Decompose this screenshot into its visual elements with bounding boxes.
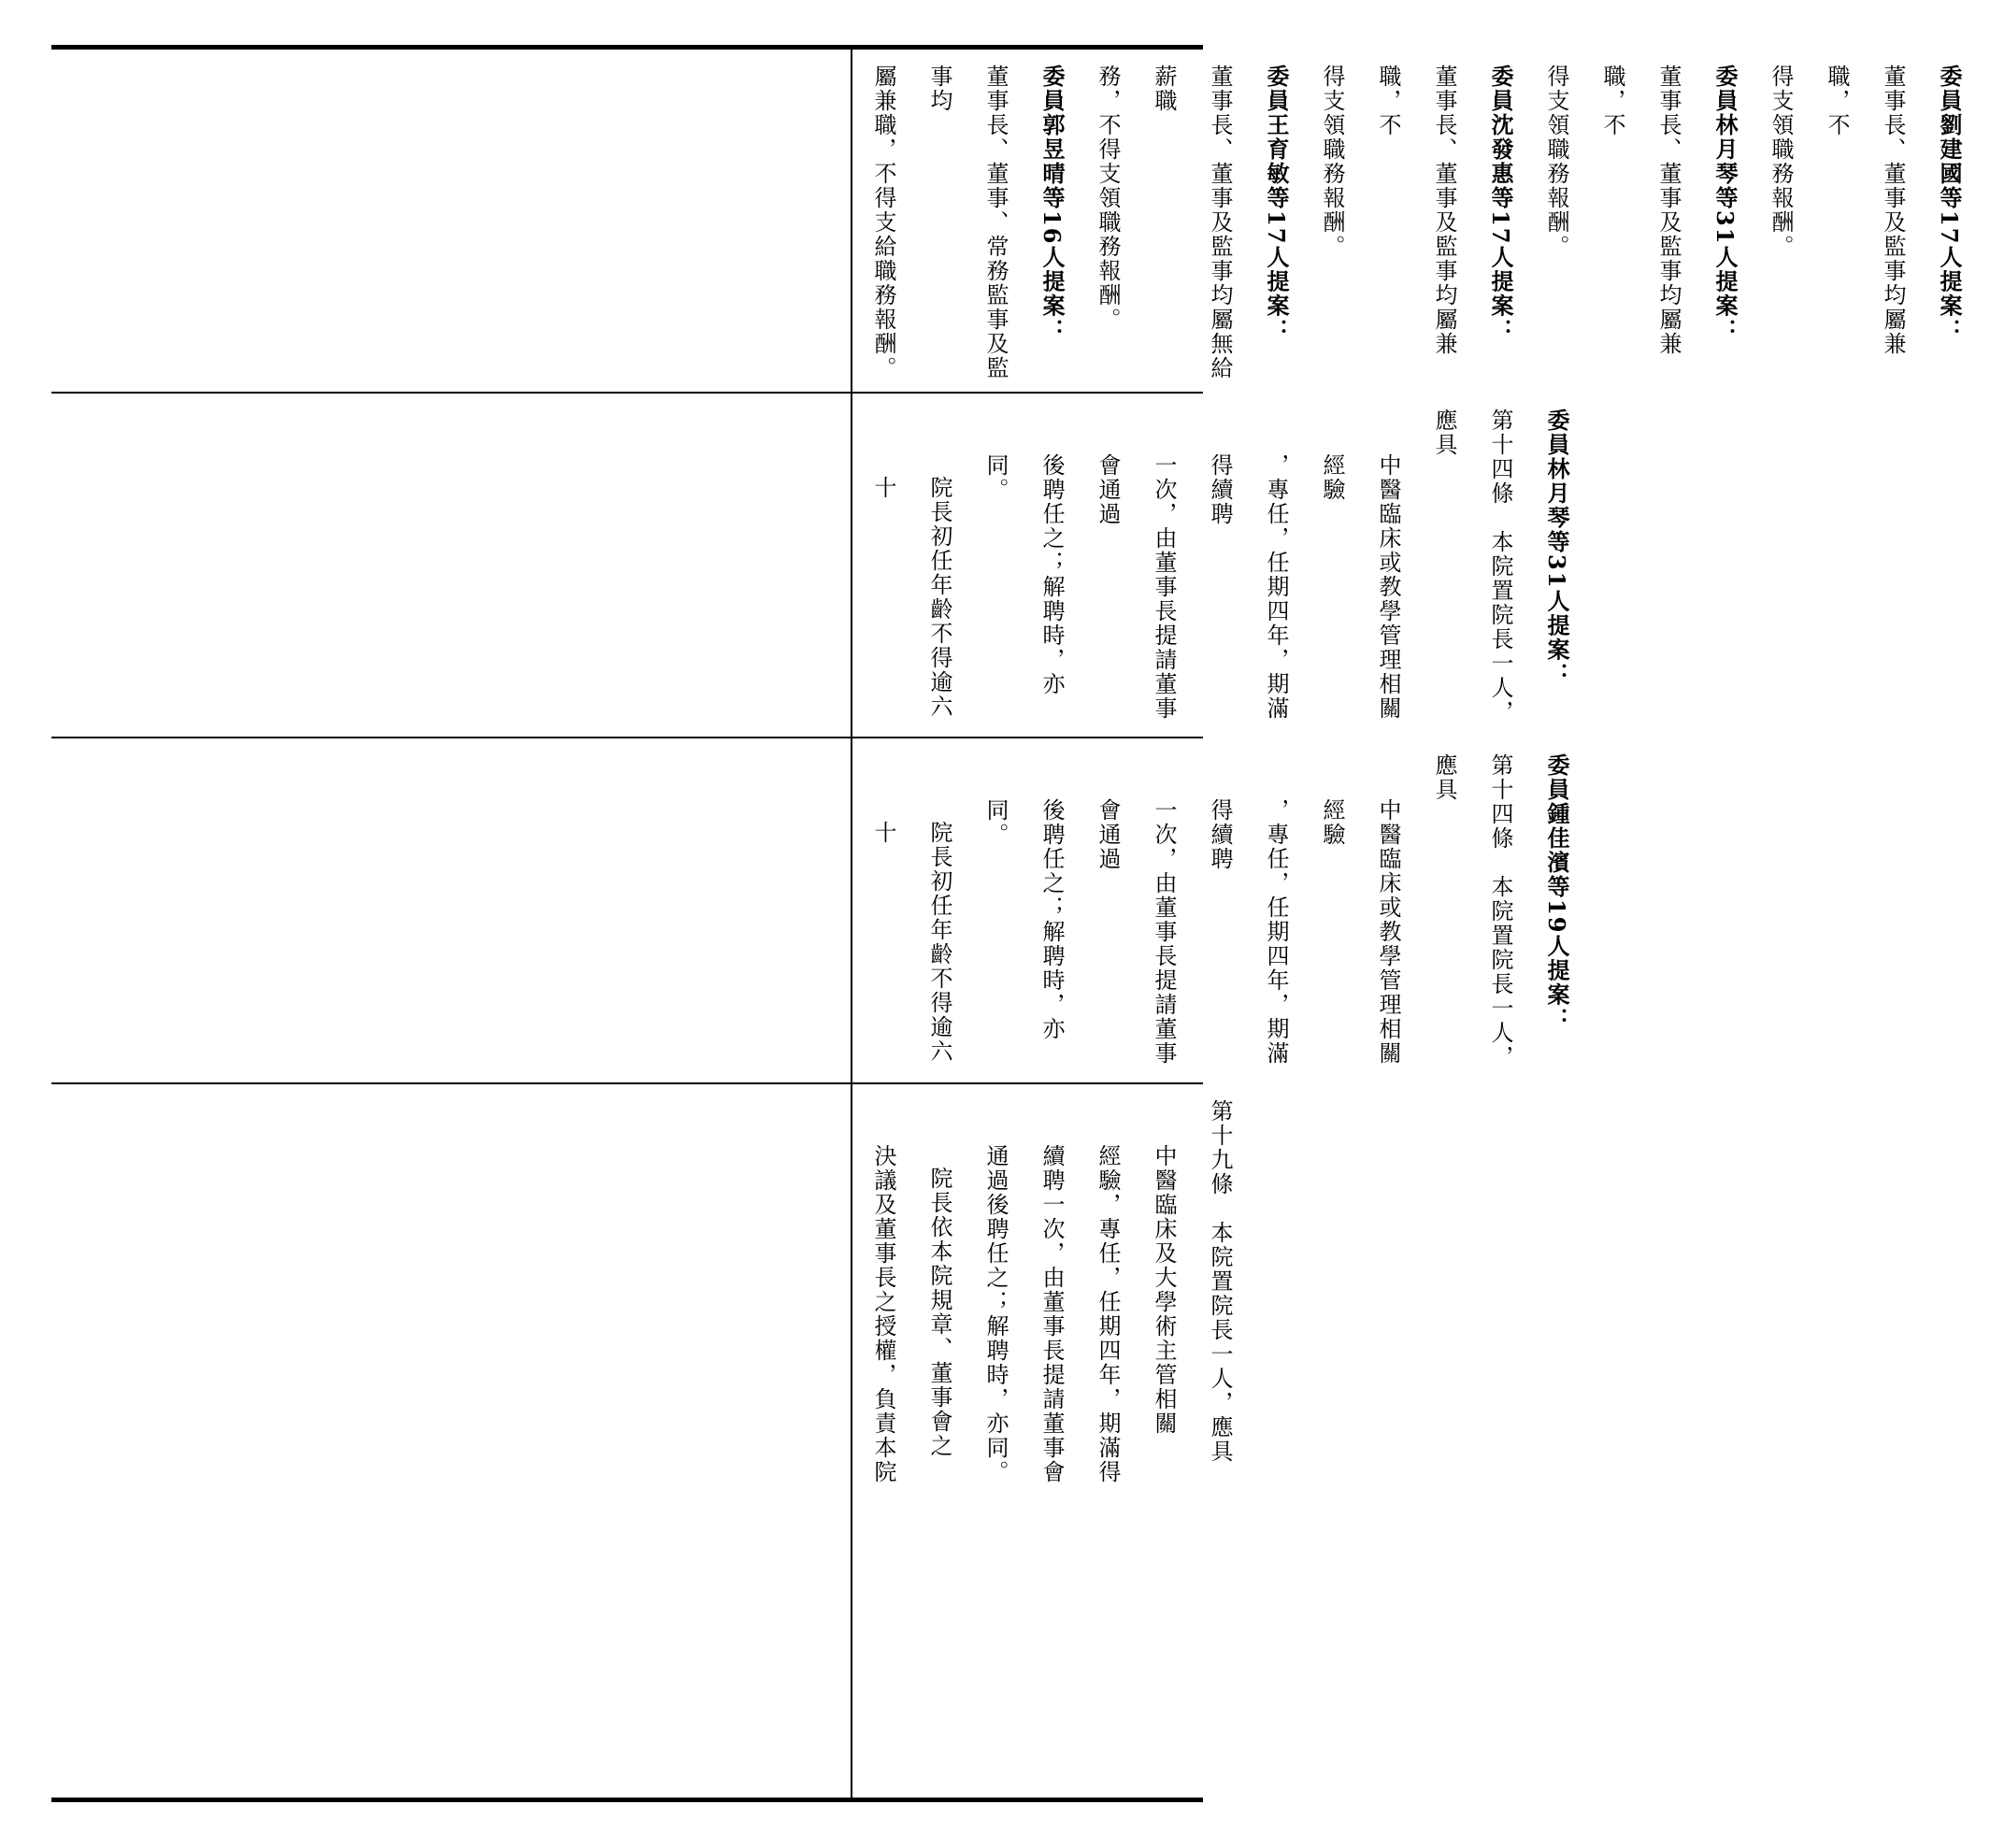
proposal-cell-remuneration [855,50,1963,392]
proposal-heading: 委員林月琴等31人提案： [1543,408,1570,687]
text-line: 中醫臨床及大學術主管相關 [1151,1144,1177,1436]
proposal-heading: 委員鍾佳濱等19人提案： [1543,753,1570,1032]
proposal-heading: 委員林月琴等31人提案： [1711,64,1739,343]
blank-cell [51,394,849,737]
proposal-heading: 委員王育敏等17人提案： [1263,64,1290,343]
proposal-heading: 委員郭昱晴等16人提案： [1038,64,1066,343]
text-line: 中醫臨床或教學管理相關經驗 [1319,453,1401,721]
blank-cell [51,50,849,392]
text-line: 院長初任年齡不得逾六十 [870,476,952,719]
proposal-cell-lin [855,394,1570,737]
text-line: 一次，由董事長提請董事會通過 [1095,798,1177,1066]
text-line: 務，不得支領職務報酬。 [1095,64,1121,332]
text-line: 董事長、董事及監事均屬兼職，不 [1599,64,1682,356]
proposal-cell-zhong [855,738,1570,1082]
text-line: 董事長、董事、常務監事及監事均 [926,64,1009,380]
text-line: 院長初任年齡不得逾六十 [870,821,952,1064]
comparison-table [51,45,1963,1802]
vertical-text-block [855,738,1597,1082]
vertical-text-block [855,394,1597,737]
text-line: 後聘任之；解聘時，亦同。 [982,453,1065,696]
proposal-heading: 委員劉建國等17人提案： [1936,64,1963,343]
text-line: 得支領職務報酬。 [1768,64,1794,259]
text-line: ，專任，任期四年，期滿得續聘 [1207,798,1289,1066]
text-line: 第十四條 本院置院長一人，應具 [1431,408,1513,724]
text-line: 中醫臨床或教學管理相關經驗 [1319,798,1401,1066]
text-line: 董事長、董事及監事均屬兼職，不 [1824,64,1906,356]
text-line: 續聘一次，由董事長提請董事會 [1038,1144,1065,1484]
text-line: 通過後聘任之；解聘時，亦同。 [982,1144,1009,1484]
text-line: 屬兼職，不得支給職務報酬。 [870,64,896,380]
text-line: 董事長、董事及監事均屬無給薪職 [1151,64,1233,380]
text-line: 第十四條 本院置院長一人，應具 [1431,753,1513,1069]
vertical-text-block [855,1084,1261,1802]
text-line: 第十九條 本院置院長一人，應具 [1207,1099,1233,1464]
blank-cell [51,738,849,1082]
text-line: 董事長、董事及監事均屬兼職，不 [1375,64,1457,356]
proposal-heading: 委員沈發惠等17人提案： [1487,64,1514,343]
vertical-text-block [855,50,1990,392]
blank-cell [51,1084,849,1802]
text-line: 一次，由董事長提請董事會通過 [1095,453,1177,721]
current-law-cell [855,1084,1233,1802]
text-line: 經驗，專任，任期四年，期滿得 [1095,1144,1121,1484]
text-line: 得支領職務報酬。 [1543,64,1569,259]
text-line: 決議及董事長之授權，負責本院 [870,1144,896,1484]
text-line: 院長依本院規章、董事會之 [926,1167,952,1458]
text-line: ，專任，任期四年，期滿得續聘 [1207,453,1289,721]
column-divider [851,50,852,1798]
text-line: 得支領職務報酬。 [1319,64,1345,259]
text-line: 後聘任之；解聘時，亦同。 [982,798,1065,1041]
